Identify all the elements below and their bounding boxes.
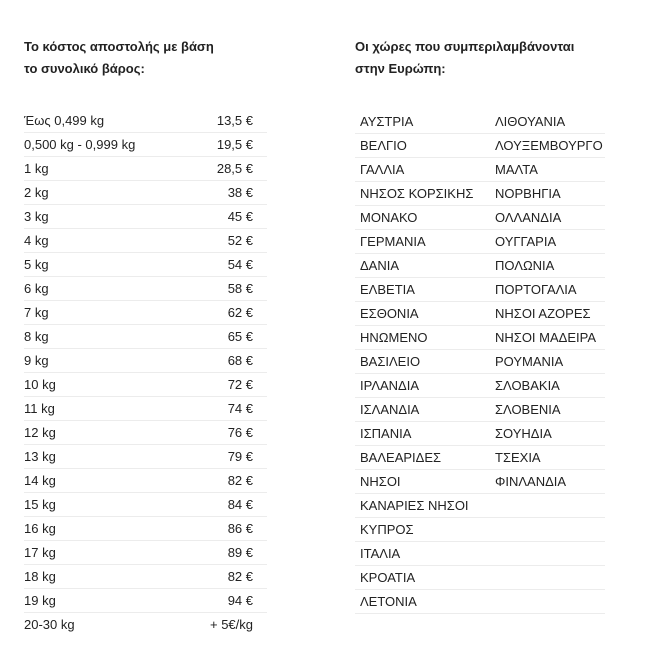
- rate-weight: 17 kg: [24, 541, 187, 565]
- country-name: ΣΟΥΗΔΙΑ: [495, 422, 605, 446]
- country-name: ΟΥΓΓΑΡΙΑ: [495, 230, 605, 254]
- rate-price: 13,5 €: [187, 109, 267, 133]
- country-name: ΝΗΣΟΣ ΚΟΡΣΙΚΗΣ: [355, 182, 495, 206]
- rate-weight: 3 kg: [24, 205, 187, 229]
- country-name: ΚΥΠΡΟΣ: [355, 518, 495, 542]
- rate-row: [24, 469, 267, 493]
- rate-weight: 4 kg: [24, 229, 187, 253]
- countries-heading-line1: Οι χώρες που συμπεριλαμβάνονται: [355, 39, 575, 54]
- country-name: ΟΛΛΑΝΔΙΑ: [495, 206, 605, 230]
- country-name: [495, 542, 605, 566]
- rate-weight: 16 kg: [24, 517, 187, 541]
- rate-weight: 14 kg: [24, 469, 187, 493]
- rate-row: [24, 229, 267, 253]
- rate-row: [24, 613, 267, 637]
- country-name: ΜΑΛΤΑ: [495, 158, 605, 182]
- rate-price: 84 €: [187, 493, 267, 517]
- rate-price: 86 €: [187, 517, 267, 541]
- country-name: ΙΡΛΑΝΔΙΑ: [355, 374, 495, 398]
- country-name: ΚΡΟΑΤΙΑ: [355, 566, 495, 590]
- rate-row: [24, 109, 267, 133]
- shipping-cost-heading-line2: το συνολικό βάρος:: [24, 61, 145, 76]
- country-name: ΔΑΝΙΑ: [355, 254, 495, 278]
- rate-weight: 12 kg: [24, 421, 187, 445]
- countries-table: [355, 110, 605, 614]
- rate-price: 52 €: [187, 229, 267, 253]
- rate-weight: 20-30 kg: [24, 617, 75, 632]
- rate-weight: 13 kg: [24, 445, 187, 469]
- country-name: ΒΕΛΓΙΟ: [355, 134, 495, 158]
- rate-price: 19,5 €: [187, 133, 267, 157]
- rate-row: [24, 133, 267, 157]
- rate-price: 79 €: [187, 445, 267, 469]
- country-name: ΗΝΩΜΕΝΟ: [355, 326, 495, 350]
- rate-row: [24, 589, 267, 613]
- country-name: ΚΑΝΑΡΙΕΣ ΝΗΣΟΙ: [355, 494, 495, 518]
- country-name: ΝΗΣΟΙ: [355, 470, 495, 494]
- rate-weight: 1 kg: [24, 157, 187, 181]
- rate-row: [24, 493, 267, 517]
- country-row: [355, 278, 605, 302]
- rate-weight: 7 kg: [24, 301, 187, 325]
- country-name: ΡΟΥΜΑΝΙΑ: [495, 350, 605, 374]
- rate-price: 68 €: [187, 349, 267, 373]
- country-name: ΜΟΝΑΚΟ: [355, 206, 495, 230]
- rate-weight: 9 kg: [24, 349, 187, 373]
- country-name: ΙΣΠΑΝΙΑ: [355, 422, 495, 446]
- country-name: [495, 566, 605, 590]
- country-row: [355, 182, 605, 206]
- rate-price: 45 €: [187, 205, 267, 229]
- country-row: [355, 518, 605, 542]
- country-name: ΕΣΘΟΝΙΑ: [355, 302, 495, 326]
- country-name: ΙΣΛΑΝΔΙΑ: [355, 398, 495, 422]
- country-row: [355, 158, 605, 182]
- rate-row: [24, 325, 267, 349]
- country-name: ΛΕΤΟΝΙΑ: [355, 590, 495, 614]
- rate-price: 82 €: [187, 469, 267, 493]
- rate-row: [24, 181, 267, 205]
- countries-heading: [355, 36, 574, 80]
- rate-weight: 5 kg: [24, 253, 187, 277]
- country-name: ΝΟΡΒΗΓΙΑ: [495, 182, 605, 206]
- country-name: ΤΣΕΧΙΑ: [495, 446, 605, 470]
- country-row: [355, 470, 605, 494]
- rate-price: 89 €: [187, 541, 267, 565]
- rate-row: [24, 349, 267, 373]
- country-name: ΣΛΟΒΑΚΙΑ: [495, 374, 605, 398]
- country-row: [355, 302, 605, 326]
- rate-row: [24, 541, 267, 565]
- rate-weight: 0,500 kg - 0,999 kg: [24, 133, 187, 157]
- country-name: ΛΙΘΟΥΑΝΙΑ: [495, 110, 605, 134]
- rate-price: 62 €: [187, 301, 267, 325]
- rate-weight: 19 kg: [24, 589, 187, 613]
- country-row: [355, 206, 605, 230]
- rate-price: 72 €: [187, 373, 267, 397]
- country-name: ΓΕΡΜΑΝΙΑ: [355, 230, 495, 254]
- rate-price: 28,5 €: [187, 157, 267, 181]
- country-name: ΒΑΛΕΑΡΙΔΕΣ: [355, 446, 495, 470]
- country-name: ΕΛΒΕΤΙΑ: [355, 278, 495, 302]
- country-name: ΣΛΟΒΕΝΙΑ: [495, 398, 605, 422]
- rate-weight: 10 kg: [24, 373, 187, 397]
- country-row: [355, 254, 605, 278]
- country-name: ΑΥΣΤΡΙΑ: [355, 110, 495, 134]
- country-name: ΝΗΣΟΙ ΑΖΟΡΕΣ: [495, 302, 605, 326]
- country-row: [355, 542, 605, 566]
- rate-weight: 2 kg: [24, 181, 187, 205]
- shipping-cost-table: [24, 109, 267, 636]
- country-row: [355, 398, 605, 422]
- country-name: ΦΙΝΛΑΝΔΙΑ: [495, 470, 605, 494]
- shipping-cost-heading-line1: Το κόστος αποστολής με βάση: [24, 39, 214, 54]
- rate-row: [24, 157, 267, 181]
- rate-price: + 5€/kg: [209, 617, 253, 632]
- rate-weight: 15 kg: [24, 493, 187, 517]
- rate-row: [24, 301, 267, 325]
- rate-price: 38 €: [187, 181, 267, 205]
- rate-row: [24, 277, 267, 301]
- country-name: ΠΟΡΤΟΓΑΛΙΑ: [495, 278, 605, 302]
- rate-row: [24, 421, 267, 445]
- country-row: [355, 590, 605, 614]
- country-name: ΝΗΣΟΙ ΜΑΔΕΙΡΑ: [495, 326, 605, 350]
- country-name: [495, 590, 605, 614]
- rate-row: [24, 373, 267, 397]
- country-name: ΠΟΛΩΝΙΑ: [495, 254, 605, 278]
- rate-row: [24, 205, 267, 229]
- rate-row: [24, 397, 267, 421]
- shipping-cost-heading: [24, 36, 214, 80]
- country-row: [355, 350, 605, 374]
- rate-price: 54 €: [187, 253, 267, 277]
- rate-price: 82 €: [187, 565, 267, 589]
- country-row: [355, 326, 605, 350]
- country-name: [495, 494, 605, 518]
- country-name: ΛΟΥΞΕΜΒΟΥΡΓΟ: [495, 134, 605, 158]
- country-row: [355, 110, 605, 134]
- rate-weight: 18 kg: [24, 565, 187, 589]
- rate-price: 58 €: [187, 277, 267, 301]
- country-row: [355, 446, 605, 470]
- rate-weight: 11 kg: [24, 397, 187, 421]
- country-name: ΙΤΑΛΙΑ: [355, 542, 495, 566]
- rate-row: [24, 565, 267, 589]
- rate-weight: 8 kg: [24, 325, 187, 349]
- country-row: [355, 134, 605, 158]
- rate-price: 76 €: [187, 421, 267, 445]
- country-name: [495, 518, 605, 542]
- rate-price: 74 €: [187, 397, 267, 421]
- rate-row: [24, 517, 267, 541]
- rate-row: [24, 445, 267, 469]
- countries-heading-line2: στην Ευρώπη:: [355, 61, 446, 76]
- country-row: [355, 566, 605, 590]
- rate-price: 65 €: [187, 325, 267, 349]
- rate-row: [24, 253, 267, 277]
- country-row: [355, 230, 605, 254]
- rate-weight: Έως 0,499 kg: [24, 109, 187, 133]
- country-name: ΓΑΛΛΙΑ: [355, 158, 495, 182]
- country-row: [355, 494, 605, 518]
- rate-price: 94 €: [187, 589, 267, 613]
- country-row: [355, 374, 605, 398]
- rate-weight: 6 kg: [24, 277, 187, 301]
- country-name: ΒΑΣΙΛΕΙΟ: [355, 350, 495, 374]
- country-row: [355, 422, 605, 446]
